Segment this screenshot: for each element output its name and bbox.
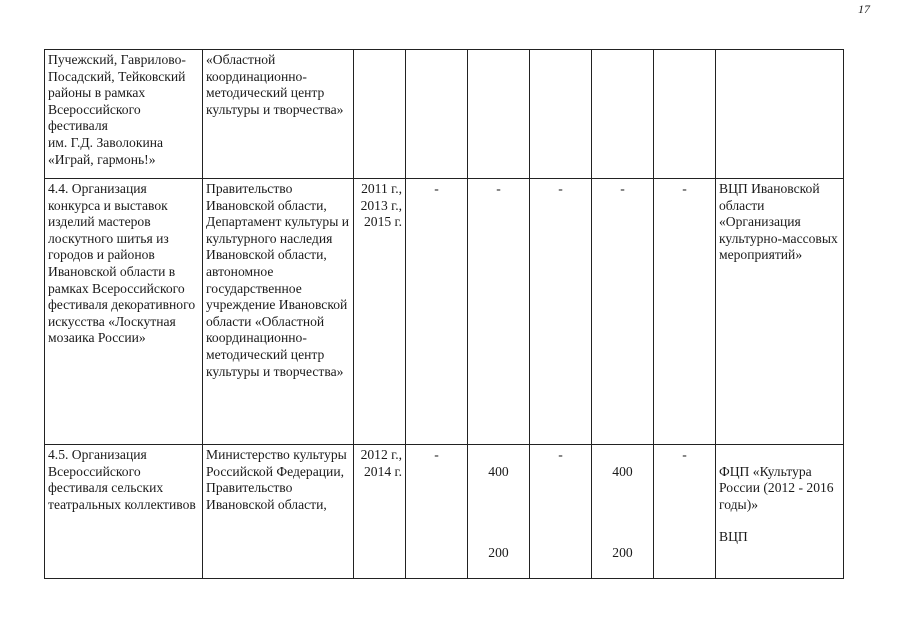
value-cell <box>468 50 530 179</box>
value-cell <box>406 50 468 179</box>
value-top: 400 <box>612 463 633 479</box>
value-cell <box>468 445 530 579</box>
value-cell <box>530 50 592 179</box>
years-cell: 2012 г., 2014 г. <box>354 445 406 579</box>
source-bottom: ВЦП <box>719 529 748 545</box>
years-cell: 2011 г., 2013 г., 2015 г. <box>354 179 406 445</box>
value-bottom: 200 <box>488 544 509 560</box>
table-row <box>45 445 844 579</box>
value-top: 400 <box>488 463 509 479</box>
value-cell: - <box>530 445 592 579</box>
page-number: 17 <box>858 2 870 16</box>
event-cell: Пучежский, Гаврилово-Посадский, Тейковский районы в рамках Всероссийского фестиваля им. Г.Д. Заволокина «Играй, гармонь!» <box>45 50 203 179</box>
table-row <box>45 50 844 179</box>
executor-cell: Правительство Ивановской области, Департамент культуры и культурного наследия Ивановской области, автономное государственное учреждение Ивановской области «Областной координационно-методический центр культуры и творчества» <box>203 179 354 445</box>
value-cell <box>592 445 654 579</box>
value-cell <box>592 50 654 179</box>
value-cell: - <box>530 179 592 445</box>
value-cell: - <box>406 445 468 579</box>
value-bottom: 200 <box>612 544 633 560</box>
executor-cell: Министерство культуры Российской Федерации, Правительство Ивановской области, <box>203 445 354 579</box>
program-table <box>44 49 844 579</box>
table-row <box>45 179 844 445</box>
executor-cell: «Областной координационно-методический центр культуры и творчества» <box>203 50 354 179</box>
years-cell <box>354 50 406 179</box>
value-cell: - <box>468 179 530 445</box>
source-cell <box>716 50 844 179</box>
source-cell: ВЦП Ивановской области «Организация культурно-массовых мероприятий» <box>716 179 844 445</box>
value-cell: - <box>654 179 716 445</box>
value-cell <box>654 50 716 179</box>
source-top: ФЦП «Культура России (2012 - 2016 годы)» <box>719 463 834 512</box>
source-cell <box>716 445 844 579</box>
value-cell: - <box>654 445 716 579</box>
event-cell: 4.5. Организация Всероссийского фестиваля сельских театральных коллективов <box>45 445 203 579</box>
value-cell: - <box>406 179 468 445</box>
event-cell: 4.4. Организация конкурса и выставок изделий мастеров лоскутного шитья из городов и районов Ивановской области в рамках Всероссийского фестиваля декоративного искусства «Лоскутная мозаика России» <box>45 179 203 445</box>
value-cell: - <box>592 179 654 445</box>
